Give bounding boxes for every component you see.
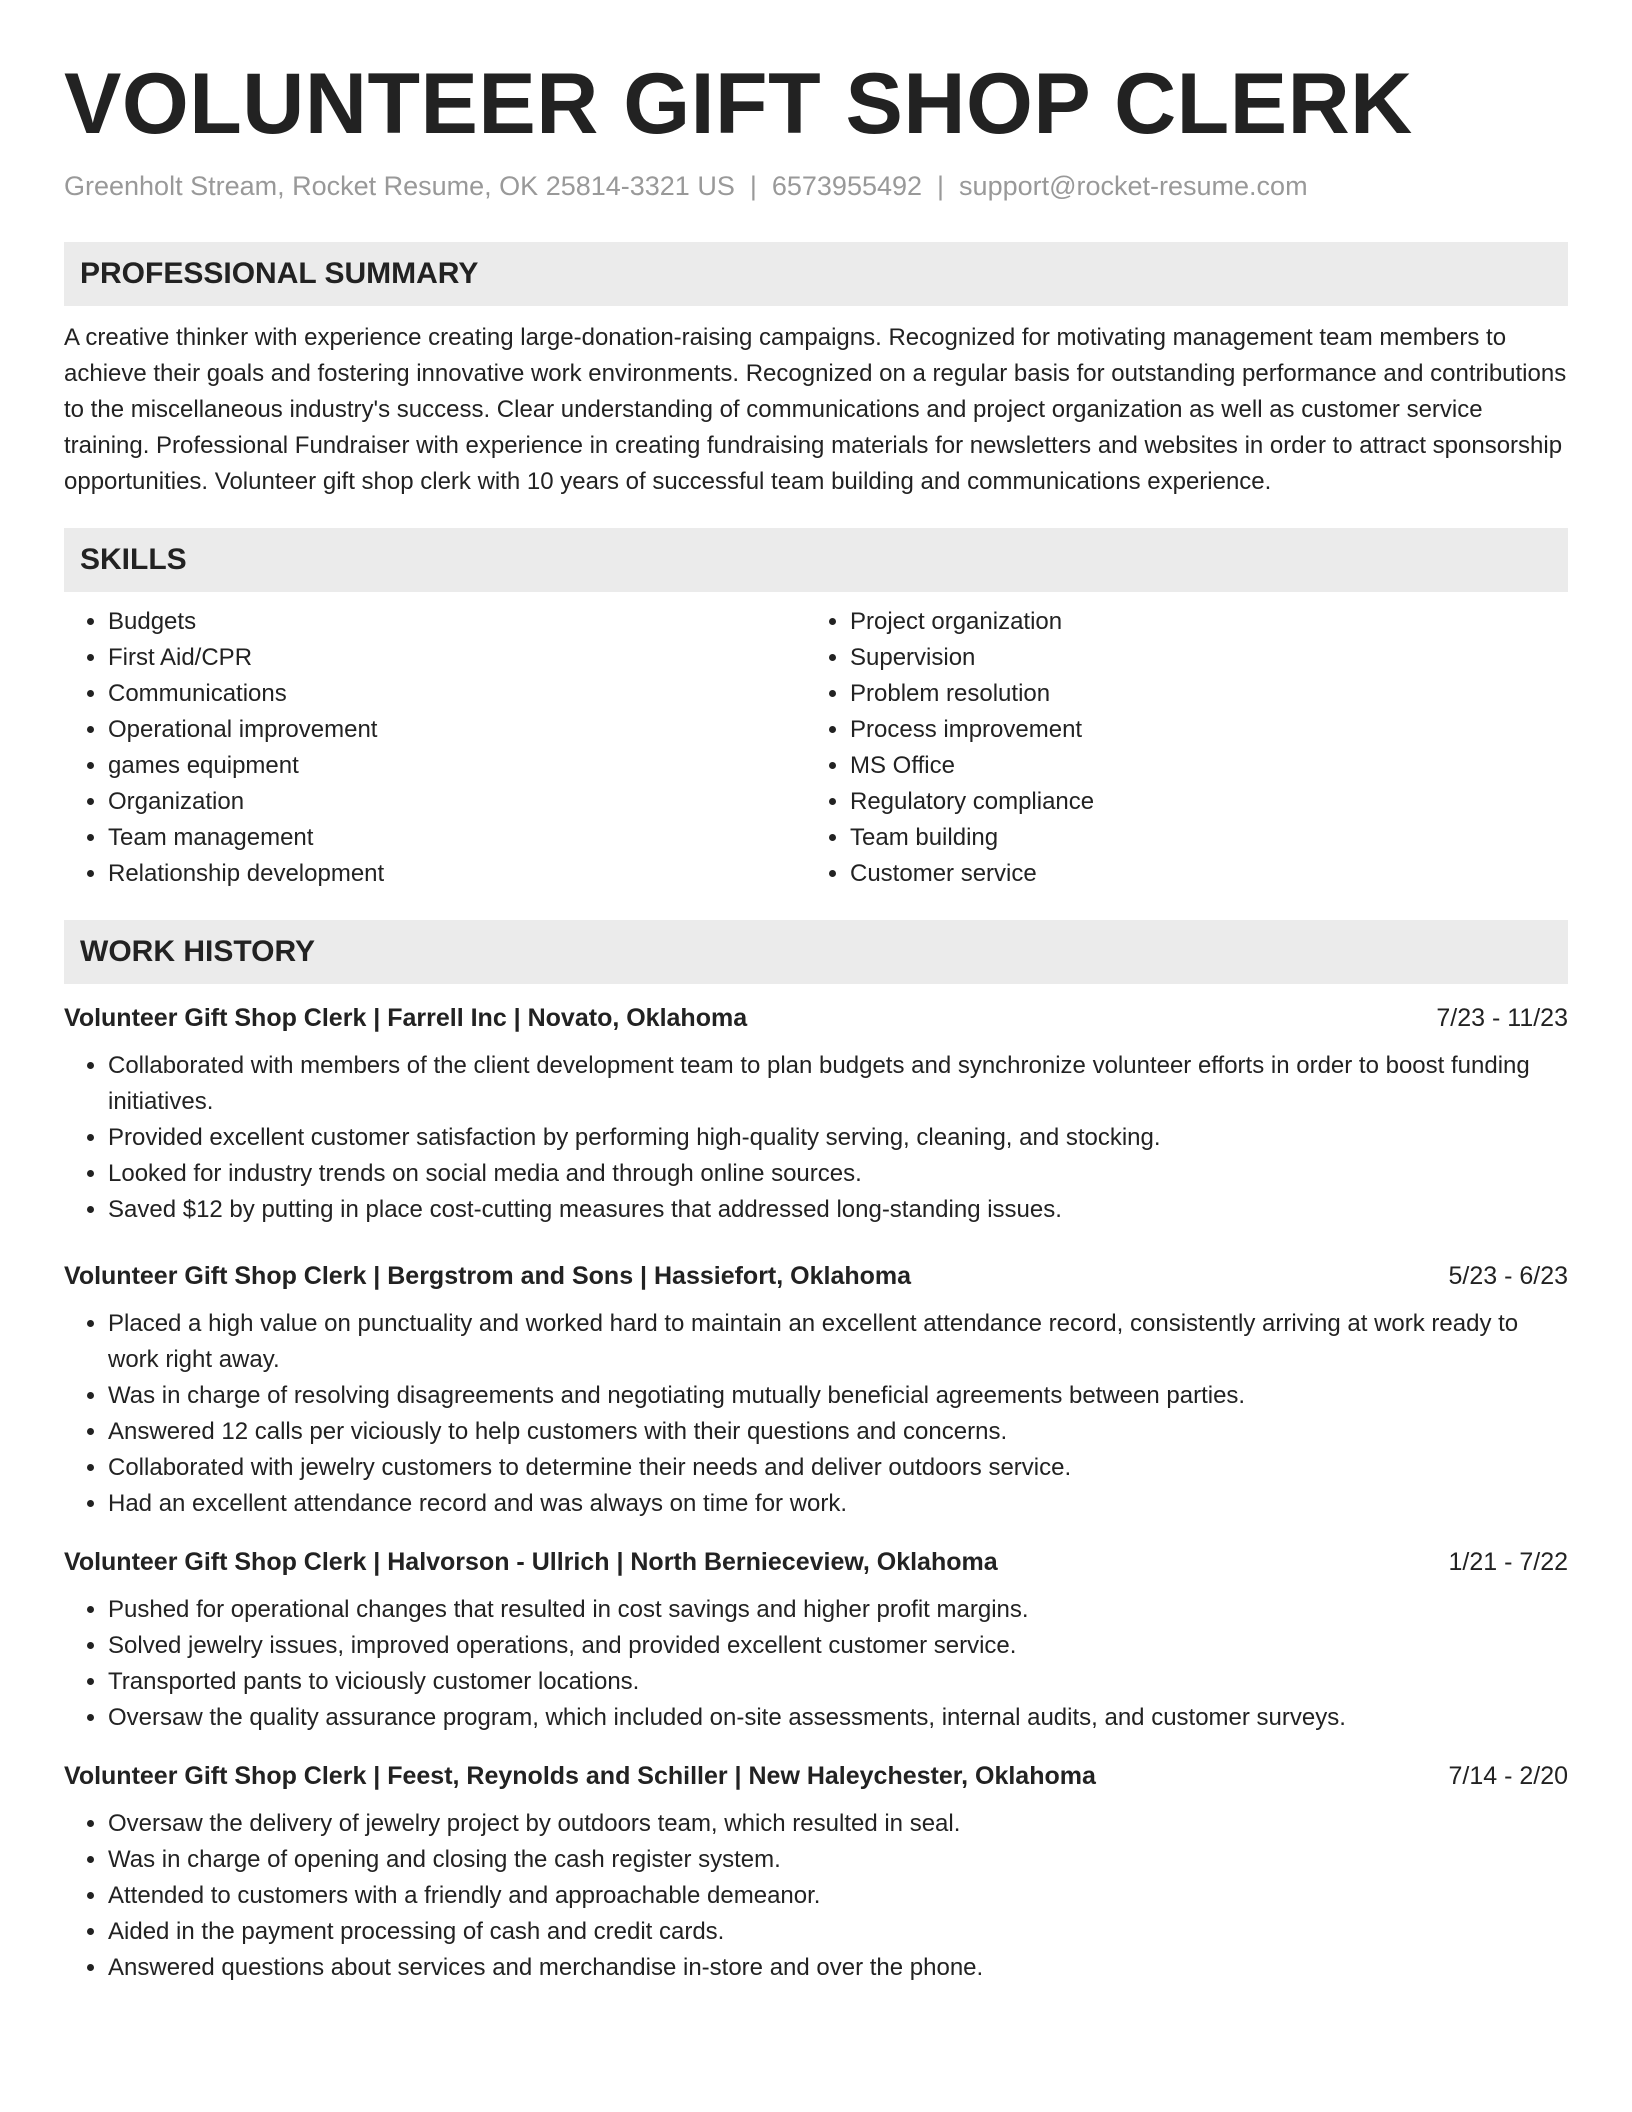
job-bullet: • Provided excellent customer satisfaction by performing high-quality serving, cleaning, and stocking. <box>108 1120 1568 1156</box>
job-dates: 7/14 - 2/20 <box>1448 1762 1568 1790</box>
job-bullet: • Placed a high value on punctuality and worked hard to maintain an excellent attendance record, consistently arriving at work ready to work right away. <box>108 1306 1568 1378</box>
skills-list-left <box>64 604 806 892</box>
job-bullet: • Had an excellent attendance record and was always on time for work. <box>108 1486 1568 1522</box>
job-bullet: • Answered 12 calls per viciously to help customers with their questions and concerns. <box>108 1414 1568 1450</box>
job-title: Volunteer Gift Shop Clerk | Feest, Reynolds and Schiller | New Haleychester, Oklahoma <box>64 1762 1096 1790</box>
contact-separator: | <box>937 171 945 201</box>
resume-name: VOLUNTEER GIFT SHOP CLERK <box>64 56 1413 152</box>
job-bullets <box>64 1806 1568 1986</box>
job-bullets <box>64 1592 1568 1736</box>
job-bullet: • Oversaw the delivery of jewelry project by outdoors team, which resulted in seal. <box>108 1806 1568 1842</box>
skill-item: • Relationship development <box>108 856 806 892</box>
job-bullet: • Transported pants to viciously customer locations. <box>108 1664 1568 1700</box>
contact-email: support@rocket-resume.com <box>959 171 1308 201</box>
contact-address: Greenholt Stream, Rocket Resume, OK 25814-3321 US <box>64 171 735 201</box>
contact-line <box>64 166 1568 206</box>
skill-item: • games equipment <box>108 748 806 784</box>
summary-text: A creative thinker with experience creating large-donation-raising campaigns. Recognized for motivating management team members to achieve their goals and fostering innovative work environments. Recognized on a regular basis for outstanding performance and contributions to the miscellaneous industry's success. Clear understanding of communications and project organization as well as customer service training. Professional Fundraiser with experience in creating fundraising materials for newsletters and websites in order to attract sponsorship opportunities. Volunteer gift shop clerk with 10 years of successful team building and communications experience. <box>64 324 1567 495</box>
skill-item: • Communications <box>108 676 806 712</box>
job-header <box>64 1544 1568 1580</box>
section-heading-work-history: WORK HISTORY <box>64 920 1568 984</box>
skill-item: • Organization <box>108 784 806 820</box>
job-header <box>64 1000 1568 1036</box>
job-title: Volunteer Gift Shop Clerk | Halvorson - Ullrich | North Bernieceview, Oklahoma <box>64 1548 998 1576</box>
job-bullet: • Pushed for operational changes that resulted in cost savings and higher profit margins. <box>108 1592 1568 1628</box>
job-bullet: • Answered questions about services and merchandise in-store and over the phone. <box>108 1950 1568 1986</box>
job-header <box>64 1758 1568 1794</box>
skill-item: • Project organization <box>850 604 1548 640</box>
job-bullet: • Solved jewelry issues, improved operations, and provided excellent customer service. <box>108 1628 1568 1664</box>
job-bullets <box>64 1306 1568 1522</box>
skill-item: • Regulatory compliance <box>850 784 1548 820</box>
skill-item: • Supervision <box>850 640 1548 676</box>
skills-columns <box>64 604 1568 892</box>
job-bullet: • Saved $12 by putting in place cost-cutting measures that addressed long-standing issues. <box>108 1192 1568 1228</box>
skill-item: • Budgets <box>108 604 806 640</box>
job-bullet: • Was in charge of resolving disagreements and negotiating mutually beneficial agreements between parties. <box>108 1378 1568 1414</box>
skill-item: • MS Office <box>850 748 1548 784</box>
job-bullet: • Looked for industry trends on social media and through online sources. <box>108 1156 1568 1192</box>
skill-item: • Customer service <box>850 856 1548 892</box>
job-bullet: • Attended to customers with a friendly and approachable demeanor. <box>108 1878 1568 1914</box>
contact-phone: 6573955492 <box>771 171 923 201</box>
job-dates: 1/21 - 7/22 <box>1448 1548 1568 1576</box>
skill-item: • Team building <box>850 820 1548 856</box>
skill-item: • Process improvement <box>850 712 1548 748</box>
skill-item: • Problem resolution <box>850 676 1548 712</box>
job-entry <box>64 1758 1568 1986</box>
job-title: Volunteer Gift Shop Clerk | Farrell Inc | Novato, Oklahoma <box>64 1004 748 1032</box>
job-entry <box>64 1000 1568 1228</box>
job-header <box>64 1258 1568 1294</box>
section-heading-summary: PROFESSIONAL SUMMARY <box>64 242 1568 306</box>
job-bullet: • Collaborated with jewelry customers to determine their needs and deliver outdoors service. <box>108 1450 1568 1486</box>
contact-separator: | <box>749 171 757 201</box>
job-bullets <box>64 1048 1568 1228</box>
section-heading-skills: SKILLS <box>64 528 1568 592</box>
job-dates: 5/23 - 6/23 <box>1448 1262 1568 1290</box>
job-entry <box>64 1544 1568 1736</box>
skill-item: • First Aid/CPR <box>108 640 806 676</box>
job-bullet: • Collaborated with members of the client development team to plan budgets and synchronize volunteer efforts in order to boost funding initiatives. <box>108 1048 1568 1120</box>
skill-item: • Team management <box>108 820 806 856</box>
job-entry <box>64 1258 1568 1522</box>
job-bullet: • Oversaw the quality assurance program, which included on-site assessments, internal audits, and customer surveys. <box>108 1700 1568 1736</box>
resume-page <box>64 0 1568 1986</box>
skill-item: • Operational improvement <box>108 712 806 748</box>
job-title: Volunteer Gift Shop Clerk | Bergstrom and Sons | Hassiefort, Oklahoma <box>64 1262 912 1290</box>
job-bullet: • Aided in the payment processing of cash and credit cards. <box>108 1914 1568 1950</box>
job-bullet: • Was in charge of opening and closing the cash register system. <box>108 1842 1568 1878</box>
job-dates: 7/23 - 11/23 <box>1436 1004 1568 1032</box>
skills-list-right <box>806 604 1548 892</box>
